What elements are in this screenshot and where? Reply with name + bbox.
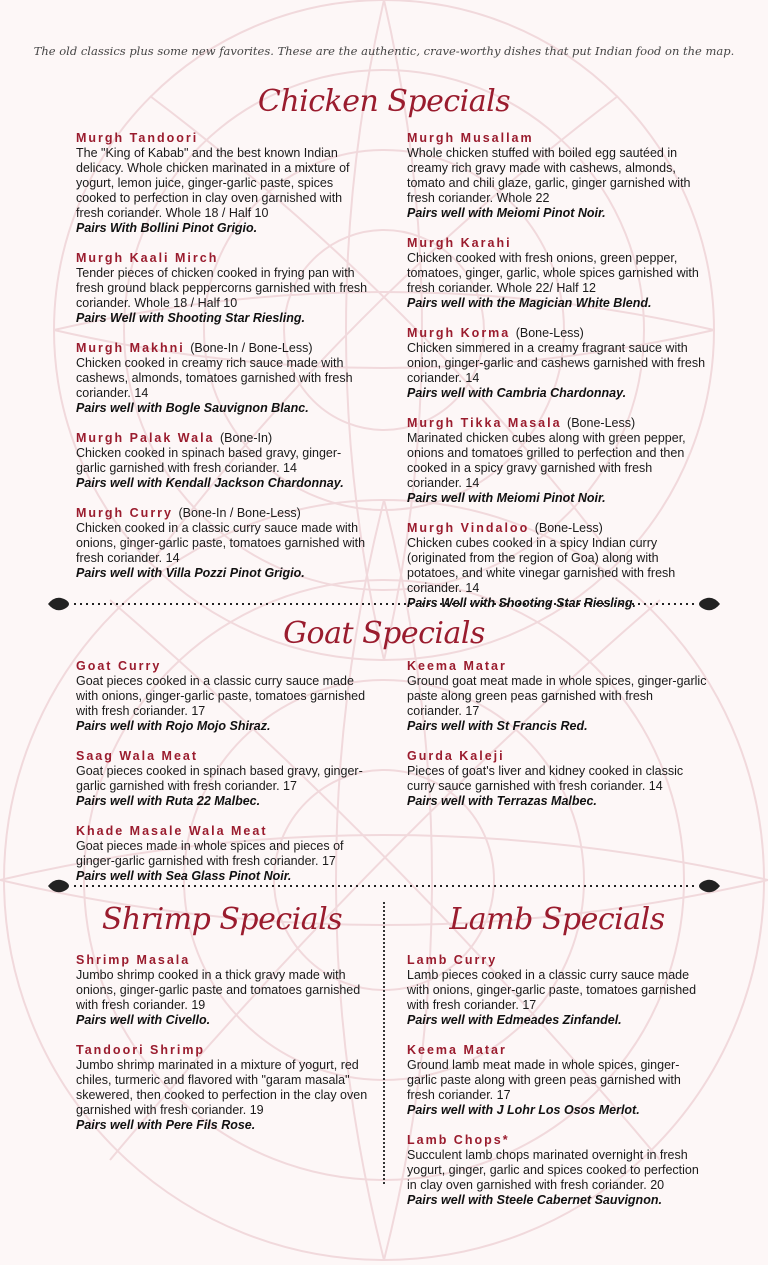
ornament-divider [44,594,724,614]
item-description: Lamb pieces cooked in a classic curry sauce made with onions, ginger-garlic paste, tomatoes garnished with fresh coriander. 17 [407,968,697,1012]
item-pairing: Pairs well with Rojo Mojo Shiraz. [76,719,271,733]
item-name: Murgh Karahi [407,236,512,250]
item-description: Goat pieces cooked in spinach based gravy, ginger-garlic garnished with fresh coriander. 17 [76,764,363,793]
menu-item [407,130,707,221]
item-name: Lamb Curry [407,953,498,967]
menu-item [76,1042,368,1133]
menu-item [76,340,368,416]
item-name: Murgh Kaali Mirch [76,251,219,265]
item-pairing: Pairs well with Ruta 22 Malbec. [76,794,261,808]
item-pairing: Pairs well with J Lohr Los Osos Merlot. [407,1103,640,1117]
item-description: Goat pieces made in whole spices and pieces of ginger-garlic garnished with fresh coriander. 17 [76,839,344,868]
item-name: Khade Masale Wala Meat [76,824,268,838]
item-name: Murgh Vindaloo (Bone-Less) [407,521,603,535]
item-note: (Bone-In / Bone-Less) [178,506,301,520]
item-description: Jumbo shrimp marinated in a mixture of yogurt, red chiles, turmeric and flavored with "garam masala" skewered, then cooked to perfection in the clay oven garnished with fresh coriander. 19 [76,1058,368,1117]
menu-item [407,1132,707,1208]
item-pairing: Pairs well with Meiomi Pinot Noir. [407,491,606,505]
item-pairing: Pairs well with Meiomi Pinot Noir. [407,206,606,220]
item-pairing: Pairs Well with Shooting Star Riesling. [76,311,305,325]
flourish-right-icon [699,880,720,893]
item-description: Chicken cooked in a classic curry sauce made with onions, ginger-garlic paste, tomatoes garnished with fresh coriander. 14 [76,521,366,565]
chicken-specials-heading: Chicken Specials [257,84,511,119]
menu-item [76,748,368,809]
menu-item [76,952,368,1028]
item-name: Goat Curry [76,659,162,673]
item-pairing: Pairs well with Cambria Chardonnay. [407,386,627,400]
ornament-divider [44,876,724,896]
item-name: Murgh Curry (Bone-In / Bone-Less) [76,506,301,520]
item-pairing: Pairs well with Sea Glass Pinot Noir. [76,869,292,883]
item-note: (Bone-In / Bone-Less) [190,341,313,355]
item-description: Goat pieces cooked in a classic curry sauce made with onions, ginger-garlic paste, tomatoes garnished with fresh coriander. 17 [76,674,366,718]
flourish-left-icon [48,598,69,611]
goat-right-column [407,658,707,823]
menu-item [407,235,707,311]
item-description: Marinated chicken cubes along with green pepper, onions and tomatoes grilled to perfection and then cooked in a spicy gravy garnished with fresh coriander. 14 [407,431,686,490]
item-name: Saag Wala Meat [76,749,199,763]
item-pairing: Pairs well with Kendall Jackson Chardonnay. [76,476,344,490]
item-pairing: Pairs well with Civello. [76,1013,211,1027]
menu-item [407,748,707,809]
item-description: Succulent lamb chops marinated overnight in fresh yogurt, ginger, garlic and spices cooked to perfection in clay oven garnished with fresh coriander. 20 [407,1148,699,1192]
menu-item [407,1042,707,1118]
item-pairing: Pairs well with the Magician White Blend. [407,296,652,310]
item-pairing: Pairs With Bollini Pinot Grigio. [76,221,258,235]
item-description: Chicken cooked with fresh onions, green pepper, tomatoes, ginger, garlic, whole spices garnished with fresh coriander. Whole 22/ Half 12 [407,251,699,295]
menu-item [407,952,707,1028]
item-description: Tender pieces of chicken cooked in frying pan with fresh ground black peppercorns garnished with fresh coriander. Whole 18 / Half 10 [76,266,368,310]
item-name: Murgh Musallam [407,131,534,145]
flourish-left-icon [48,880,69,893]
item-name: Lamb Chops* [407,1133,510,1147]
item-pairing: Pairs well with St Francis Red. [407,719,588,733]
shrimp-column [76,952,368,1147]
intro-text: The old classics plus some new favorites. These are the authentic, crave-worthy dishes that put Indian food on the map. [33,44,735,58]
menu-item [76,130,368,236]
item-pairing: Pairs well with Bogle Sauvignon Blanc. [76,401,309,415]
item-pairing: Pairs well with Villa Pozzi Pinot Grigio. [76,566,305,580]
column-divider [383,902,385,1184]
item-description: Chicken cooked in creamy rich sauce made with cashews, almonds, tomatoes garnished with fresh coriander. 14 [76,356,353,400]
item-name: Gurda Kaleji [407,749,505,763]
item-note: (Bone-Less) [515,326,584,340]
item-description: Pieces of goat's liver and kidney cooked in classic curry sauce garnished with fresh coriander. 14 [407,764,684,793]
item-description: The "King of Kabab" and the best known Indian delicacy. Whole chicken marinated in a mixture of yogurt, lemon juice, ginger-garlic paste, spices cooked to perfection in clay oven garnished with fresh coriander. Whole 18 / Half 10 [76,146,350,220]
menu-item [76,430,368,491]
item-name: Murgh Palak Wala (Bone-In) [76,431,273,445]
chicken-left-column [76,130,368,595]
item-name: Murgh Tandoori [76,131,199,145]
menu-item [407,415,707,506]
item-pairing: Pairs well with Steele Cabernet Sauvignon. [407,1193,662,1207]
item-pairing: Pairs well with Edmeades Zinfandel. [407,1013,622,1027]
item-note: (Bone-Less) [567,416,636,430]
item-description: Ground lamb meat made in whole spices, ginger-garlic paste along with green peas garnished with fresh coriander. 17 [407,1058,681,1102]
lamb-specials-heading: Lamb Specials [449,902,665,937]
item-note: (Bone-Less) [534,521,603,535]
goat-left-column [76,658,368,898]
item-description: Chicken cooked in spinach based gravy, ginger-garlic garnished with fresh coriander. 14 [76,446,342,475]
item-pairing: Pairs well with Terrazas Malbec. [407,794,597,808]
chicken-right-column [407,130,707,625]
item-description: Chicken cubes cooked in a spicy Indian curry (originated from the region of Goa) along with potatoes, and white vinegar garnished with fresh coriander. 14 [407,536,676,595]
menu-item [76,823,368,884]
item-name: Murgh Korma (Bone-Less) [407,326,584,340]
item-pairing: Pairs well with Pere Fils Rose. [76,1118,256,1132]
item-description: Ground goat meat made in whole spices, ginger-garlic paste along green peas garnished with fresh coriander. 17 [407,674,707,718]
item-name: Keema Matar [407,1043,507,1057]
menu-item [407,658,707,734]
item-name: Keema Matar [407,659,507,673]
item-description: Chicken simmered in a creamy fragrant sauce with onion, ginger-garlic and cashews garnished with fresh coriander. 14 [407,341,706,385]
flourish-right-icon [699,598,720,611]
item-name: Murgh Tikka Masala (Bone-Less) [407,416,636,430]
lamb-column [407,952,707,1222]
shrimp-specials-heading: Shrimp Specials [101,902,343,937]
item-name: Tandoori Shrimp [76,1043,206,1057]
item-name: Murgh Makhni (Bone-In / Bone-Less) [76,341,313,355]
menu-item [76,658,368,734]
menu-item [76,505,368,581]
item-description: Jumbo shrimp cooked in a thick gravy made with onions, ginger-garlic paste and tomatoes garnished with fresh coriander. 19 [76,968,361,1012]
item-note: (Bone-In) [220,431,273,445]
item-pairing: Pairs Well with Shooting Star Riesling. [407,596,636,610]
menu-item [407,325,707,401]
goat-specials-heading: Goat Specials [283,616,485,651]
item-name: Shrimp Masala [76,953,191,967]
menu-item [76,250,368,326]
item-description: Whole chicken stuffed with boiled egg sautéed in creamy rich gravy made with cashews, almonds, tomato and chili glaze, garlic, ginger garnished with fresh coriander. Whole 22 [407,146,691,205]
